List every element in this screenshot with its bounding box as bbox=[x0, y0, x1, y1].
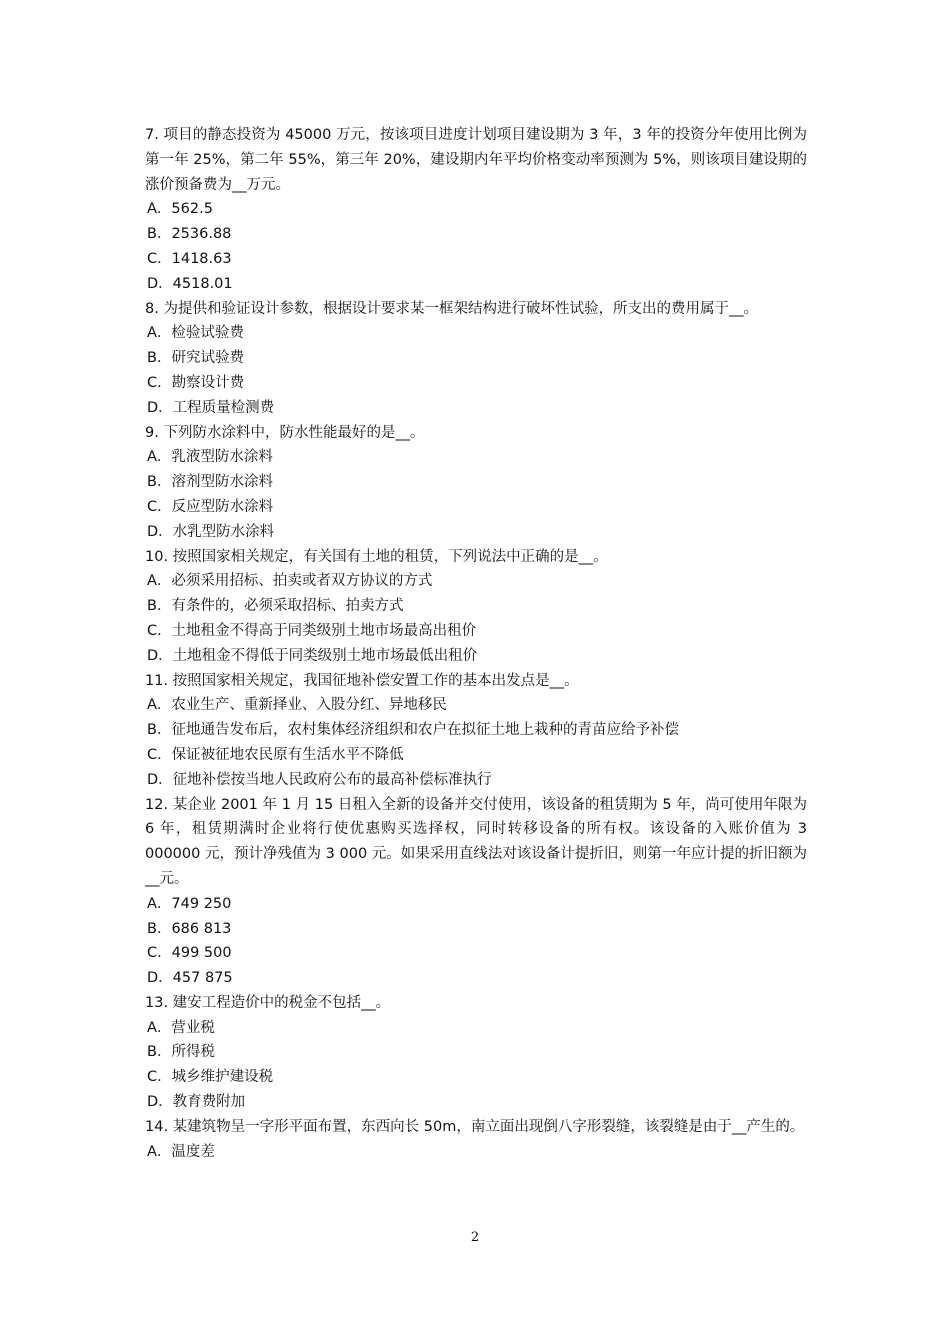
option-11b: B．征地通告发布后，农村集体经济组织和农户在拟征土地上栽种的青苗应给予补偿 bbox=[147, 722, 679, 739]
question-10: 10. 按照国家相关规定，有关国有土地的租赁，下列说法中正确的是__。 bbox=[145, 548, 608, 565]
option-13c: C．城乡维护建设税 bbox=[147, 1069, 274, 1086]
option-13d: D．教育费附加 bbox=[147, 1094, 246, 1111]
question-12: 12. 某企业 2001 年 1 月 15 日租入全新的设备并交付使用，该设备的租赁期为 5 年，尚可使用年限为 6 年，租赁期满时企业将行使优惠购买选择权，同时转移设备的所有权。该设备的入账价值为 3 000000 元，预计净残值为 3 000 元。如果采用直线法对该设备计提折旧，则第一年应计提的折旧额为__元。 bbox=[145, 796, 807, 887]
option-10d: D．土地租金不得低于同类级别土地市场最低出租价 bbox=[147, 647, 478, 664]
option-13b: B．所得税 bbox=[147, 1044, 215, 1061]
option-7c: C．1418.63 bbox=[147, 250, 232, 267]
option-13a: A．营业税 bbox=[147, 1019, 215, 1036]
option-12a: A．749 250 bbox=[147, 895, 232, 912]
option-12d: D．457 875 bbox=[147, 970, 233, 987]
option-9c: C．反应型防水涂料 bbox=[147, 498, 274, 515]
option-7a: A．562.5 bbox=[147, 201, 213, 218]
option-9a: A．乳液型防水涂料 bbox=[147, 449, 273, 466]
option-8c: C．勘察设计费 bbox=[147, 374, 245, 391]
question-9: 9. 下列防水涂料中，防水性能最好的是__。 bbox=[145, 424, 425, 441]
option-10c: C．土地租金不得高于同类级别土地市场最高出租价 bbox=[147, 622, 477, 639]
question-14: 14. 某建筑物呈一字形平面布置，东西向长 50m，南立面出现倒八字形裂缝，该裂缝是由于__产生的。 bbox=[145, 1118, 805, 1135]
option-11c: C．保证被征地农民原有生活水平不降低 bbox=[147, 746, 404, 763]
option-8d: D．工程质量检测费 bbox=[147, 399, 275, 416]
option-14a: A．温度差 bbox=[147, 1143, 215, 1160]
option-10b: B．有条件的，必须采取招标、拍卖方式 bbox=[147, 598, 404, 615]
option-7b: B．2536.88 bbox=[147, 226, 232, 243]
question-8: 8. 为提供和验证设计参数，根据设计要求某一框架结构进行破坏性试验，所支出的费用属于__。 bbox=[145, 300, 758, 317]
option-8a: A．检验试验费 bbox=[147, 325, 244, 342]
option-9b: B．溶剂型防水涂料 bbox=[147, 474, 273, 491]
question-11: 11. 按照国家相关规定，我国征地补偿安置工作的基本出发点是__。 bbox=[145, 672, 579, 689]
option-11a: A．农业生产、重新择业、入股分红、异地移民 bbox=[147, 697, 447, 714]
question-13: 13. 建安工程造价中的税金不包括__。 bbox=[145, 994, 391, 1011]
question-list bbox=[145, 123, 807, 1164]
option-7d: D．4518.01 bbox=[147, 275, 233, 292]
option-11d: D．征地补偿按当地人民政府公布的最高补偿标准执行 bbox=[147, 771, 492, 788]
option-8b: B．研究试验费 bbox=[147, 350, 244, 367]
option-12c: C．499 500 bbox=[147, 945, 232, 962]
page-number: 2 bbox=[470, 1230, 480, 1245]
option-9d: D．水乳型防水涂料 bbox=[147, 523, 275, 540]
question-7: 7. 项目的静态投资为 45000 万元，按该项目进度计划项目建设期为 3 年，3 年的投资分年使用比例为第一年 25%，第二年 55%，第三年 20%，建设期内年平均价格变动率预测为 5%，则该项目建设期的涨价预备费为__万元。 bbox=[145, 127, 807, 193]
option-12b: B．686 813 bbox=[147, 920, 232, 937]
option-10a: A．必须采用招标、拍卖或者双方协议的方式 bbox=[147, 573, 433, 590]
